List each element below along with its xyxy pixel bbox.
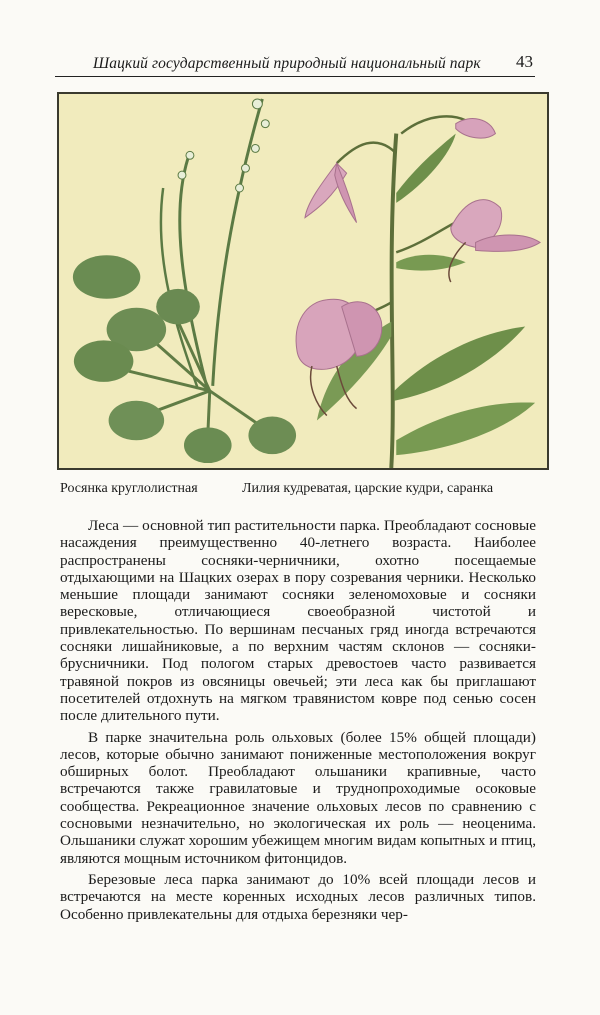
botanical-illustration <box>57 92 549 470</box>
running-header-title: Шацкий государственный природный национальный парк <box>93 55 481 72</box>
paragraph: Березовые леса парка занимают до 10% всей площади лесов и встречаются на месте коренных исходных лесов различных типов. Особенно привлекательны для отдыха березняки чер- <box>60 870 536 923</box>
lily-illustration <box>296 116 540 468</box>
running-header <box>55 52 535 77</box>
sundew-illustration <box>73 99 296 463</box>
paragraph: В парке значительна роль ольховых (более 15% общей площади) лесов, которые обычно занимают пониженные местоположения вокруг обширных болот. Преобладают ольшаники крапивные, часто встречаются также гравилатовые и труднопроходимые осоковые сообщества. Рекреационное значение ольховых лесов по сравнению с сосновыми незначительно, но экологическая их роль — неоценима. Ольшаники служат хорошим убежищем многим видам копытных и птиц, являются мощным источником фитонцидов. <box>60 728 536 867</box>
figure-caption-lily: Лилия кудреватая, царские кудри, саранка <box>242 481 494 496</box>
page-number: 43 <box>516 52 533 71</box>
body-text <box>60 517 536 927</box>
figure-caption-sundew: Росянка круглолистная <box>60 481 198 496</box>
paragraph: Леса — основной тип растительности парка. Преобладают сосновые насаждения преимущественно 40-летнего возраста. Наиболее распространены сосняки-черничники, охотно посещаемые отдыхающими на Шацких озерах в пору созревания черники. Несколько меньшие площади занимают сосняки зеленомоховые и сосняки вересковые, отличающиеся своеобразной чистотой и привлекательностью. По вершинам песчаных гряд иногда встречаются сосняки лишайниковые, а по верхним частям склонов — сосняки-брусничники. Под пологом старых древостоев часто развивается травяной покров из овсяницы овечьей; эти леса как бы приглашают посетителей отдохнуть на мягком травянистом ковре под сенью сосен после длительного пути. <box>60 517 536 725</box>
